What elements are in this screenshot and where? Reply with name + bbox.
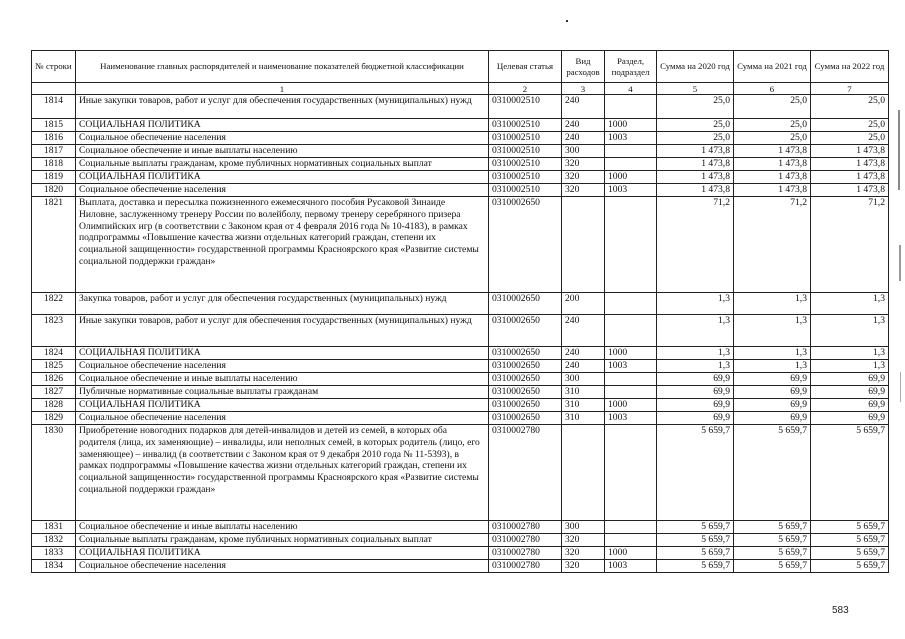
table-row bbox=[32, 360, 889, 373]
row-sum-2021: 5 659,7 bbox=[734, 560, 811, 573]
header-sum-2021: Сумма на 2021 год bbox=[734, 51, 811, 83]
table-row bbox=[32, 547, 889, 560]
row-expense-type: 240 bbox=[562, 360, 605, 373]
table-row bbox=[32, 534, 889, 547]
row-section: 1003 bbox=[605, 560, 657, 573]
row-name: Приобретение новогодних подарков для детей-инвалидов и детей из семей, в которых оба родителя (лица, их заменяющие) – инвалиды, или неполных семей, в которых родитель (лицо, его заменяющее) – инвалид (в соответствии с Законом края от 9 декабря 2010 года № 11-5393), в рамках подпрограммы «Повышение качества жизни отдельных категорий граждан, степени их социальной защищенности» государственной программы Красноярского края «Развитие системы социальной поддержки граждан» bbox=[76, 425, 489, 521]
row-sum-2020: 5 659,7 bbox=[657, 521, 734, 534]
row-name: Социальные выплаты гражданам, кроме публичных нормативных социальных выплат bbox=[76, 158, 489, 171]
row-sum-2022: 69,9 bbox=[811, 412, 889, 425]
row-sum-2022: 25,0 bbox=[811, 119, 889, 132]
row-section bbox=[605, 197, 657, 293]
row-sum-2021: 1 473,8 bbox=[734, 184, 811, 197]
row-sum-2021: 1 473,8 bbox=[734, 171, 811, 184]
row-sum-2021: 5 659,7 bbox=[734, 534, 811, 547]
row-expense-type: 310 bbox=[562, 386, 605, 399]
row-sum-2022: 69,9 bbox=[811, 373, 889, 386]
row-sum-2020: 25,0 bbox=[657, 95, 734, 119]
row-target-article: 0310002780 bbox=[489, 425, 562, 521]
table-row bbox=[32, 425, 889, 521]
row-target-article: 0310002510 bbox=[489, 171, 562, 184]
row-sum-2020: 69,9 bbox=[657, 412, 734, 425]
row-expense-type: 310 bbox=[562, 399, 605, 412]
row-expense-type bbox=[562, 425, 605, 521]
row-sum-2021: 69,9 bbox=[734, 373, 811, 386]
row-sum-2021: 5 659,7 bbox=[734, 521, 811, 534]
row-expense-type: 240 bbox=[562, 119, 605, 132]
column-index: 6 bbox=[734, 83, 811, 95]
table-row bbox=[32, 315, 889, 347]
row-sum-2022: 5 659,7 bbox=[811, 425, 889, 521]
row-target-article: 0310002780 bbox=[489, 521, 562, 534]
row-number: 1823 bbox=[32, 315, 76, 347]
row-sum-2021: 1,3 bbox=[734, 315, 811, 347]
row-name: Иные закупки товаров, работ и услуг для обеспечения государственных (муниципальных) нужд bbox=[76, 95, 489, 119]
row-number: 1821 bbox=[32, 197, 76, 293]
row-sum-2022: 1,3 bbox=[811, 315, 889, 347]
row-target-article: 0310002650 bbox=[489, 360, 562, 373]
row-sum-2020: 1,3 bbox=[657, 347, 734, 360]
row-sum-2022: 1,3 bbox=[811, 360, 889, 373]
row-expense-type: 320 bbox=[562, 547, 605, 560]
row-sum-2022: 1 473,8 bbox=[811, 145, 889, 158]
table-row bbox=[32, 293, 889, 315]
row-sum-2022: 1,3 bbox=[811, 347, 889, 360]
table-row bbox=[32, 560, 889, 573]
row-sum-2021: 69,9 bbox=[734, 386, 811, 399]
row-section bbox=[605, 158, 657, 171]
row-sum-2022: 1 473,8 bbox=[811, 184, 889, 197]
row-target-article: 0310002510 bbox=[489, 184, 562, 197]
column-index: 1 bbox=[76, 83, 489, 95]
column-index bbox=[32, 83, 76, 95]
row-section: 1000 bbox=[605, 547, 657, 560]
row-sum-2021: 1 473,8 bbox=[734, 145, 811, 158]
row-section bbox=[605, 521, 657, 534]
row-target-article: 0310002780 bbox=[489, 560, 562, 573]
row-expense-type: 300 bbox=[562, 373, 605, 386]
column-index-row bbox=[32, 83, 889, 95]
row-target-article: 0310002650 bbox=[489, 315, 562, 347]
row-expense-type: 300 bbox=[562, 521, 605, 534]
row-target-article: 0310002650 bbox=[489, 386, 562, 399]
header-sum-2020: Сумма на 2020 год bbox=[657, 51, 734, 83]
row-name: Социальное обеспечение населения bbox=[76, 132, 489, 145]
row-name: Социальное обеспечение и иные выплаты населению bbox=[76, 521, 489, 534]
row-section bbox=[605, 315, 657, 347]
row-sum-2021: 1,3 bbox=[734, 360, 811, 373]
row-name: СОЦИАЛЬНАЯ ПОЛИТИКА bbox=[76, 547, 489, 560]
row-name: СОЦИАЛЬНАЯ ПОЛИТИКА bbox=[76, 347, 489, 360]
row-sum-2020: 5 659,7 bbox=[657, 534, 734, 547]
row-target-article: 0310002780 bbox=[489, 547, 562, 560]
table-row bbox=[32, 412, 889, 425]
table-row bbox=[32, 158, 889, 171]
row-section: 1000 bbox=[605, 171, 657, 184]
row-target-article: 0310002650 bbox=[489, 373, 562, 386]
row-section: 1000 bbox=[605, 399, 657, 412]
row-number: 1828 bbox=[32, 399, 76, 412]
row-section bbox=[605, 145, 657, 158]
row-sum-2022: 69,9 bbox=[811, 386, 889, 399]
row-expense-type: 240 bbox=[562, 315, 605, 347]
row-sum-2020: 1,3 bbox=[657, 315, 734, 347]
row-sum-2022: 1,3 bbox=[811, 293, 889, 315]
row-sum-2021: 1,3 bbox=[734, 293, 811, 315]
row-sum-2022: 5 659,7 bbox=[811, 560, 889, 573]
row-sum-2021: 69,9 bbox=[734, 399, 811, 412]
row-target-article: 0310002510 bbox=[489, 158, 562, 171]
budget-table bbox=[31, 50, 889, 573]
page-number: 583 bbox=[832, 605, 849, 616]
row-expense-type: 320 bbox=[562, 184, 605, 197]
header-target-article: Целевая статья bbox=[489, 51, 562, 83]
row-sum-2022: 69,9 bbox=[811, 399, 889, 412]
row-section: 1003 bbox=[605, 360, 657, 373]
table-row bbox=[32, 119, 889, 132]
table-row bbox=[32, 95, 889, 119]
row-name: Социальное обеспечение населения bbox=[76, 412, 489, 425]
row-sum-2021: 25,0 bbox=[734, 119, 811, 132]
row-section bbox=[605, 534, 657, 547]
row-sum-2020: 1 473,8 bbox=[657, 171, 734, 184]
column-index: 3 bbox=[562, 83, 605, 95]
row-target-article: 0310002510 bbox=[489, 95, 562, 119]
row-number: 1820 bbox=[32, 184, 76, 197]
scan-binder-mark bbox=[900, 372, 901, 402]
row-section bbox=[605, 425, 657, 521]
row-section: 1000 bbox=[605, 347, 657, 360]
column-index: 2 bbox=[489, 83, 562, 95]
row-expense-type: 320 bbox=[562, 560, 605, 573]
row-sum-2020: 69,9 bbox=[657, 373, 734, 386]
row-target-article: 0310002650 bbox=[489, 197, 562, 293]
table-row bbox=[32, 386, 889, 399]
table-row bbox=[32, 373, 889, 386]
row-name: Социальное обеспечение и иные выплаты населению bbox=[76, 145, 489, 158]
row-number: 1814 bbox=[32, 95, 76, 119]
table-row bbox=[32, 145, 889, 158]
row-sum-2021: 69,9 bbox=[734, 412, 811, 425]
row-number: 1830 bbox=[32, 425, 76, 521]
scan-speck bbox=[566, 20, 568, 22]
row-sum-2020: 71,2 bbox=[657, 197, 734, 293]
row-section: 1000 bbox=[605, 119, 657, 132]
row-sum-2020: 25,0 bbox=[657, 132, 734, 145]
row-number: 1831 bbox=[32, 521, 76, 534]
row-name: Социальное обеспечение населения bbox=[76, 184, 489, 197]
table-row bbox=[32, 132, 889, 145]
row-number: 1816 bbox=[32, 132, 76, 145]
row-sum-2020: 69,9 bbox=[657, 386, 734, 399]
header-sum-2022: Сумма на 2022 год bbox=[811, 51, 889, 83]
row-sum-2020: 5 659,7 bbox=[657, 425, 734, 521]
row-sum-2020: 1,3 bbox=[657, 360, 734, 373]
row-sum-2022: 5 659,7 bbox=[811, 547, 889, 560]
row-sum-2022: 71,2 bbox=[811, 197, 889, 293]
row-target-article: 0310002510 bbox=[489, 119, 562, 132]
row-section: 1003 bbox=[605, 412, 657, 425]
row-target-article: 0310002780 bbox=[489, 534, 562, 547]
row-number: 1824 bbox=[32, 347, 76, 360]
row-name: СОЦИАЛЬНАЯ ПОЛИТИКА bbox=[76, 119, 489, 132]
row-name: Социальное обеспечение населения bbox=[76, 560, 489, 573]
row-target-article: 0310002650 bbox=[489, 412, 562, 425]
row-number: 1829 bbox=[32, 412, 76, 425]
row-number: 1818 bbox=[32, 158, 76, 171]
table-row bbox=[32, 347, 889, 360]
row-section: 1003 bbox=[605, 132, 657, 145]
table-row bbox=[32, 399, 889, 412]
row-section bbox=[605, 373, 657, 386]
row-sum-2021: 1 473,8 bbox=[734, 158, 811, 171]
row-number: 1832 bbox=[32, 534, 76, 547]
row-name: Социальные выплаты гражданам, кроме публичных нормативных социальных выплат bbox=[76, 534, 489, 547]
header-row bbox=[32, 51, 889, 83]
row-sum-2021: 71,2 bbox=[734, 197, 811, 293]
header-expense-type: Вид расходов bbox=[562, 51, 605, 83]
table-row bbox=[32, 171, 889, 184]
header-row-number: № строки bbox=[32, 51, 76, 83]
row-name: Иные закупки товаров, работ и услуг для обеспечения государственных (муниципальных) нужд bbox=[76, 315, 489, 347]
row-name: Публичные нормативные социальные выплаты гражданам bbox=[76, 386, 489, 399]
row-number: 1817 bbox=[32, 145, 76, 158]
row-target-article: 0310002650 bbox=[489, 293, 562, 315]
row-sum-2022: 5 659,7 bbox=[811, 521, 889, 534]
row-sum-2020: 1,3 bbox=[657, 293, 734, 315]
row-number: 1826 bbox=[32, 373, 76, 386]
header-section: Раздел, подраздел bbox=[605, 51, 657, 83]
row-number: 1819 bbox=[32, 171, 76, 184]
row-sum-2020: 5 659,7 bbox=[657, 547, 734, 560]
row-expense-type: 310 bbox=[562, 412, 605, 425]
scan-binder-mark bbox=[899, 245, 901, 281]
row-expense-type: 320 bbox=[562, 534, 605, 547]
row-sum-2021: 5 659,7 bbox=[734, 425, 811, 521]
row-sum-2021: 5 659,7 bbox=[734, 547, 811, 560]
table-row bbox=[32, 521, 889, 534]
row-target-article: 0310002510 bbox=[489, 132, 562, 145]
row-name: Социальное обеспечение и иные выплаты населению bbox=[76, 373, 489, 386]
row-sum-2020: 5 659,7 bbox=[657, 560, 734, 573]
row-name: Выплата, доставка и пересылка пожизненного ежемесячного пособия Русаковой Зинаиде Ниловне, заслуженному тренеру России по волейболу, первому тренеру серебряного призера Олимпийских игр (в соответствии с Законом края от 4 февраля 2016 года № 10-4183), в рамках подпрограммы «Повышение качества жизни отдельных категорий граждан, степени их социальной защищенности» государственной программы Красноярского края «Развитие системы социальной поддержки граждан» bbox=[76, 197, 489, 293]
row-section bbox=[605, 293, 657, 315]
column-index: 5 bbox=[657, 83, 734, 95]
row-target-article: 0310002650 bbox=[489, 399, 562, 412]
row-target-article: 0310002650 bbox=[489, 347, 562, 360]
row-sum-2022: 1 473,8 bbox=[811, 158, 889, 171]
row-target-article: 0310002510 bbox=[489, 145, 562, 158]
row-expense-type: 240 bbox=[562, 95, 605, 119]
row-number: 1815 bbox=[32, 119, 76, 132]
row-sum-2020: 69,9 bbox=[657, 399, 734, 412]
row-sum-2020: 25,0 bbox=[657, 119, 734, 132]
row-sum-2022: 25,0 bbox=[811, 95, 889, 119]
row-sum-2020: 1 473,8 bbox=[657, 158, 734, 171]
header-name: Наименование главных распорядителей и наименование показателей бюджетной классификации bbox=[76, 51, 489, 83]
row-name: Закупка товаров, работ и услуг для обеспечения государственных (муниципальных) нужд bbox=[76, 293, 489, 315]
row-sum-2021: 25,0 bbox=[734, 95, 811, 119]
row-number: 1833 bbox=[32, 547, 76, 560]
row-name: СОЦИАЛЬНАЯ ПОЛИТИКА bbox=[76, 399, 489, 412]
row-number: 1822 bbox=[32, 293, 76, 315]
table-row bbox=[32, 197, 889, 293]
row-section: 1003 bbox=[605, 184, 657, 197]
row-expense-type bbox=[562, 197, 605, 293]
row-expense-type: 300 bbox=[562, 145, 605, 158]
row-sum-2021: 1,3 bbox=[734, 347, 811, 360]
column-index: 4 bbox=[605, 83, 657, 95]
row-number: 1825 bbox=[32, 360, 76, 373]
row-number: 1827 bbox=[32, 386, 76, 399]
row-sum-2021: 25,0 bbox=[734, 132, 811, 145]
row-sum-2022: 5 659,7 bbox=[811, 534, 889, 547]
scan-binder-mark bbox=[898, 110, 900, 190]
row-number: 1834 bbox=[32, 560, 76, 573]
row-sum-2022: 25,0 bbox=[811, 132, 889, 145]
row-section bbox=[605, 386, 657, 399]
row-expense-type: 320 bbox=[562, 171, 605, 184]
row-name: Социальное обеспечение населения bbox=[76, 360, 489, 373]
column-index: 7 bbox=[811, 83, 889, 95]
row-expense-type: 240 bbox=[562, 347, 605, 360]
row-sum-2020: 1 473,8 bbox=[657, 145, 734, 158]
row-expense-type: 200 bbox=[562, 293, 605, 315]
row-expense-type: 320 bbox=[562, 158, 605, 171]
row-expense-type: 240 bbox=[562, 132, 605, 145]
row-sum-2020: 1 473,8 bbox=[657, 184, 734, 197]
row-name: СОЦИАЛЬНАЯ ПОЛИТИКА bbox=[76, 171, 489, 184]
table-row bbox=[32, 184, 889, 197]
row-sum-2022: 1 473,8 bbox=[811, 171, 889, 184]
row-section bbox=[605, 95, 657, 119]
